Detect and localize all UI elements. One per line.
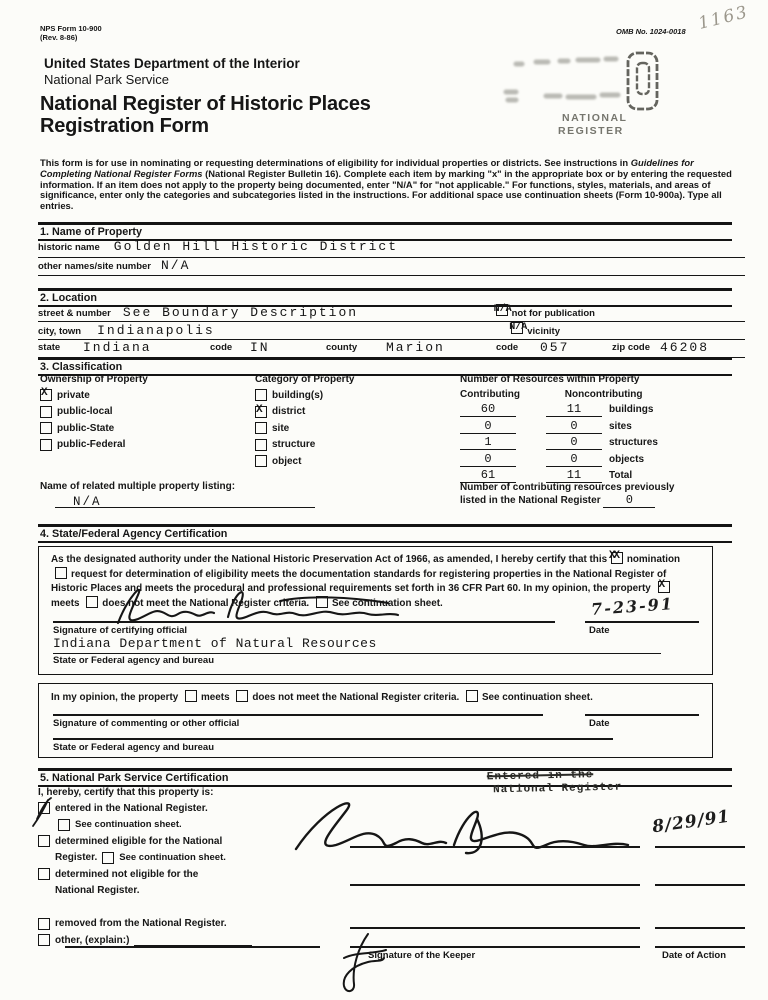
omb-number: OMB No. 1024-0018 [616, 27, 686, 36]
county-code-label: code [496, 342, 519, 353]
street-row [38, 304, 745, 322]
option-entered-continuation: See continuation sheet. [58, 819, 358, 831]
meets-checkbox-2 [185, 690, 197, 702]
commenting-date-label: Date [589, 718, 610, 729]
related-listing-value: N/A [73, 495, 102, 509]
page-title: National Register of Historic Places Registration Form [40, 93, 371, 137]
commenting-signature-line [53, 714, 543, 716]
certifying-bureau-label: State or Federal agency and bureau [53, 655, 215, 666]
street-value: See Boundary Description [122, 305, 359, 320]
commenting-bureau-label: State or Federal agency and bureau [53, 742, 215, 753]
department-title: United States Department of the Interior [44, 56, 300, 71]
certifying-official-signature [104, 579, 414, 625]
option-eligible: determined eligible for the National [38, 835, 358, 847]
category-structure: structure [255, 439, 323, 451]
ownership-private: X private [41, 387, 90, 401]
keeper-initials-signature [332, 930, 392, 994]
section4-heading: 4. State/Federal Agency Certification [38, 524, 732, 543]
nomination-checkbox: XX [611, 552, 623, 564]
resources-total-row: 61 11 Total [460, 469, 658, 483]
street-label: street & number [38, 308, 111, 319]
state-code-value: IN [250, 340, 270, 355]
nps-form-number: NPS Form 10-900 (Rev. 8-86) [40, 24, 102, 42]
does-not-meet-checkbox [86, 596, 98, 608]
certifying-date-value: 7-23-91 [590, 594, 675, 619]
commenting-date-line [585, 714, 699, 716]
resources-buildings-row: 60 11 buildings [460, 403, 658, 417]
form-instructions: This form is for use in nominating or requesting determinations of eligibility for individual properties or districts. See instructions in Guidelines for Completing National Register Forms (National Register Bulletin 16). Complete each item by marking "x" in the appropriate box or by entering the requested information. If an item does not apply to the property being documented, enter "N/A" for "not applicable." For functions, styles, materials, and areas of significance, enter only the categories and subcategories listed in the instructions. For additional space use continuation sheets (Form 10-900a). Type all entries. [40, 157, 732, 212]
resources-column-headers: Contributing Noncontributing [460, 389, 643, 400]
stamp-d-logo [625, 50, 663, 114]
category-site: site [255, 422, 323, 434]
eligible-continuation-checkbox [102, 852, 114, 864]
related-listing-label: Name of related multiple property listing: [40, 481, 236, 492]
not-eligible-date-line [655, 927, 745, 929]
certification-statement: As the designated authority under the National Historic Preservation Act of 1966, as amended, I hereby certify that this XX nomination request for determination of eligibility meets the documentation standards for registering properties in the National Register of Historic Places and meets the procedural and professional requirements set forth in 36 CFR Part 60. In my opinion, the property X meets does not meet the National Register criteria. See continuation sheet. [51, 550, 681, 609]
option-not-eligible: determined not eligible for the [38, 868, 358, 880]
not-eligible-signature-line [350, 927, 640, 929]
county-label: county [326, 342, 358, 353]
commenting-signature-label: Signature of commenting or other official [53, 718, 240, 729]
eligible-checkbox [38, 835, 50, 847]
entered-stamp: Entered in the National Register [486, 769, 623, 797]
category-options [255, 389, 323, 472]
city-row [38, 322, 745, 340]
section1-heading: 1. Name of Property [38, 222, 732, 241]
state-value: Indiana [83, 340, 152, 355]
pencil-annotation: 1163 [696, 2, 751, 34]
not-for-publication-checkbox: N/A [493, 304, 512, 315]
ownership-public-local: public-local [40, 406, 125, 418]
other-names-row [38, 258, 745, 276]
option-removed: removed from the National Register. [38, 918, 358, 930]
resources-structures-row: 1 0 structures [460, 436, 658, 450]
does-not-meet-checkbox-2 [236, 690, 248, 702]
public-state-checkbox [40, 422, 52, 434]
category-building: building(s) [255, 389, 323, 401]
not-eligible-checkbox [38, 868, 50, 880]
other-explain-line [134, 935, 252, 946]
certification-box-1 [38, 546, 713, 675]
resources-sites-row: 0 0 sites [460, 420, 658, 434]
historic-name-value: Golden Hill Historic District [113, 239, 399, 254]
zip-label: zip code [612, 342, 651, 353]
site-checkbox [255, 422, 267, 434]
object-checkbox [255, 455, 267, 467]
option-not-eligible-wrap: National Register. [55, 884, 140, 896]
handwritten-check-mark [31, 797, 55, 827]
certifying-date-label: Date [589, 625, 610, 636]
category-object: object [255, 455, 323, 467]
entered-date-line [655, 846, 745, 848]
eligible-signature-line [350, 884, 640, 886]
agency-title: National Park Service [44, 72, 169, 87]
other-signature-line [65, 946, 320, 948]
national-register-stamp-word1: NATIONAL [562, 112, 628, 124]
not-for-publication-label: not for publication [511, 308, 595, 319]
keeper-signature-line [350, 946, 640, 948]
vicinity-checkbox: N/A [509, 322, 528, 333]
entered-continuation-checkbox [58, 819, 70, 831]
zip-value: 46208 [660, 340, 710, 355]
ownership-public-state: public-State [40, 422, 125, 434]
action-date-line [655, 946, 745, 948]
historic-name-label: historic name [38, 242, 100, 253]
certification-box-2 [38, 683, 713, 758]
certifying-date-line [585, 621, 699, 623]
certifying-signature-line [53, 621, 555, 623]
related-listing-value-line [55, 492, 315, 508]
request-checkbox [55, 567, 67, 579]
other-names-label: other names/site number [38, 261, 151, 272]
city-label: city, town [38, 326, 82, 337]
ownership-options [40, 389, 125, 455]
meets-checkbox: X [658, 581, 670, 593]
certify-lead-label: I, hereby, certify that this property is: [38, 787, 214, 798]
state-row [38, 340, 745, 358]
date-of-action-label: Date of Action [662, 950, 727, 961]
see-continuation-checkbox-2 [466, 690, 478, 702]
section2-heading: 2. Location [38, 288, 732, 307]
state-label: state [38, 342, 61, 353]
state-code-label: code [210, 342, 233, 353]
option-other: other, (explain:) [38, 934, 358, 946]
private-checkbox: X [40, 389, 52, 401]
previously-listed-value: 0 [603, 494, 655, 508]
public-federal-checkbox [40, 439, 52, 451]
certifying-signature-label: Signature of certifying official [53, 625, 188, 636]
public-local-checkbox [40, 406, 52, 418]
previously-listed-label: Number of contributing resources previously listed in the National Register 0 [460, 482, 675, 507]
other-checkbox [38, 934, 50, 946]
building-checkbox [255, 389, 267, 401]
section3-heading: 3. Classification [38, 357, 732, 376]
category-title: Category of Property [255, 374, 355, 385]
ownership-title: Ownership of Property [40, 374, 148, 385]
commenting-statement: In my opinion, the property meets does not meet the National Register criteria. See continuation sheet. [51, 692, 593, 703]
certifying-agency-value: Indiana Department of Natural Resources [53, 636, 661, 654]
entered-signature-line [350, 846, 640, 848]
resources-rows [460, 403, 658, 486]
vicinity-label: vicinity [527, 326, 560, 337]
commenting-bureau-line [53, 738, 613, 740]
resources-title: Number of Resources within Property [460, 374, 640, 385]
district-checkbox: X [255, 406, 267, 418]
structure-checkbox [255, 439, 267, 451]
eligible-date-line [655, 884, 745, 886]
historic-name-row [38, 239, 745, 258]
other-names-value: N/A [160, 258, 191, 273]
entered-date-value: 8/29/91 [650, 806, 732, 838]
keeper-signature-label: Signature of the Keeper [368, 950, 476, 961]
city-value: Indianapolis [97, 323, 215, 338]
category-district: X district [256, 403, 306, 417]
option-entered: entered in the National Register. [38, 802, 358, 814]
county-value: Marion [386, 340, 445, 355]
removed-checkbox [38, 918, 50, 930]
resources-objects-row: 0 0 objects [460, 453, 658, 467]
section5-heading: 5. National Park Service Certification [38, 768, 732, 787]
county-code-value: 057 [540, 340, 570, 355]
ownership-public-federal: public-Federal [40, 439, 125, 451]
national-register-stamp-word2: REGISTER [558, 125, 624, 137]
option-eligible-wrap: Register. See continuation sheet. [55, 852, 226, 863]
